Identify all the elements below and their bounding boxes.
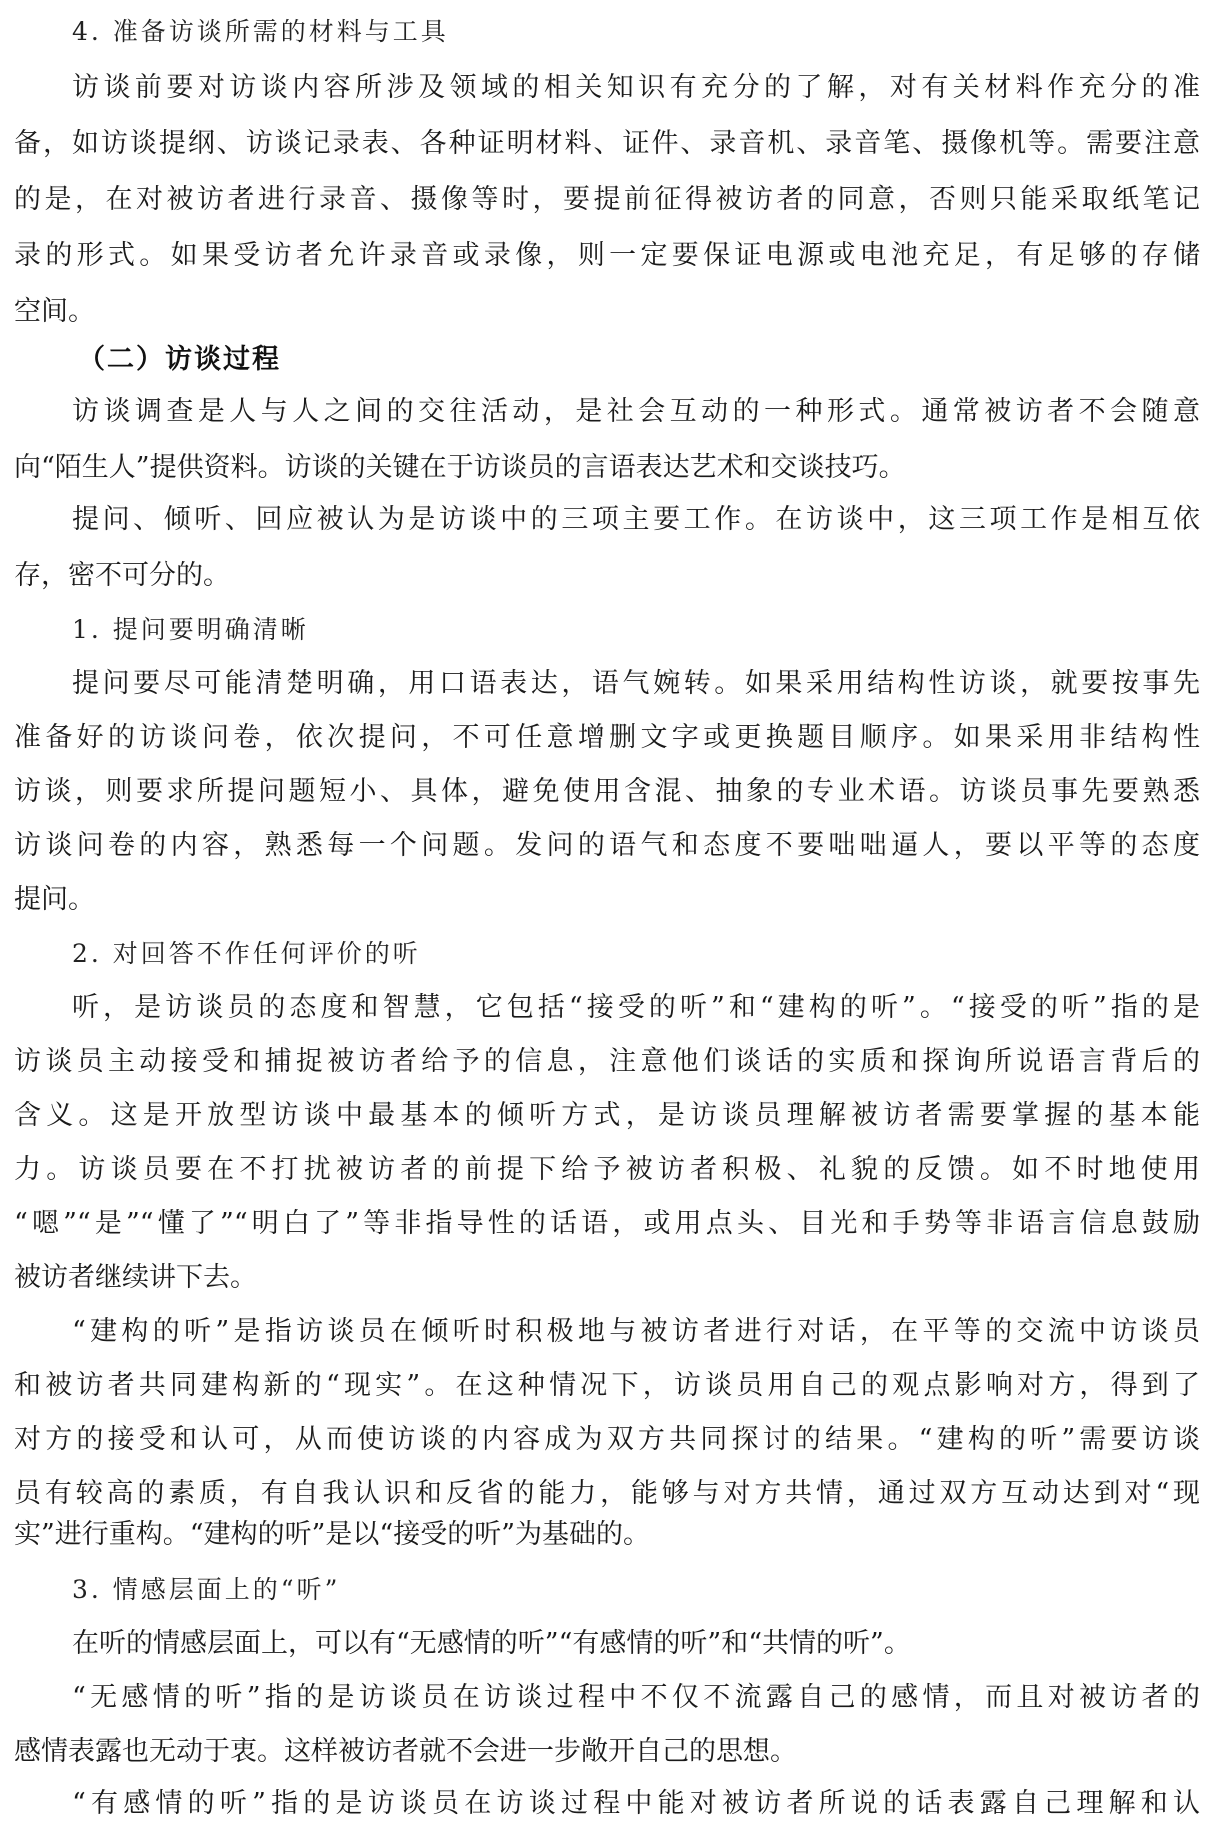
paragraph-line: 听，是访谈员的态度和智慧，它包括“接受的听”和“建构的听”。“接受的听”指的是 bbox=[72, 992, 1200, 1023]
paragraph-line: 在听的情感层面上，可以有“无感情的听”“有感情的听”和“共情的听”。 bbox=[72, 1628, 911, 1659]
paragraph-line: 被访者继续讲下去。 bbox=[14, 1262, 257, 1293]
paragraph-line: 访谈问卷的内容，熟悉每一个问题。发问的语气和态度不要咄咄逼人，要以平等的态度 bbox=[14, 830, 1200, 861]
paragraph-line: 的是，在对被访者进行录音、摄像等时，要提前征得被访者的同意，否则只能采取纸笔记 bbox=[14, 184, 1200, 215]
paragraph-line: 实”进行重构。“建构的听”是以“接受的听”为基础的。 bbox=[14, 1519, 651, 1550]
paragraph-line: “有感情的听”指的是访谈员在访谈过程中能对被访者所说的话表露自己理解和认 bbox=[72, 1788, 1200, 1819]
paragraph-line: 访谈前要对访谈内容所涉及领域的相关知识有充分的了解，对有关材料作充分的准 bbox=[72, 72, 1200, 103]
paragraph-line: 对方的接受和认可，从而使访谈的内容成为双方共同探讨的结果。“建构的听”需要访谈 bbox=[14, 1424, 1200, 1455]
subsection-heading-3-emotional-listening: 3. 情感层面上的“听” bbox=[72, 1575, 341, 1604]
subsection-heading-4-materials: 4. 准备访谈所需的材料与工具 bbox=[72, 17, 449, 46]
paragraph-line: “建构的听”是指访谈员在倾听时积极地与被访者进行对话，在平等的交流中访谈员 bbox=[72, 1316, 1200, 1347]
paragraph-line: 提问。 bbox=[14, 884, 95, 915]
paragraph-line: 含义。这是开放型访谈中最基本的倾听方式，是访谈员理解被访者需要掌握的基本能 bbox=[14, 1100, 1200, 1131]
paragraph-line: 存，密不可分的。 bbox=[14, 560, 230, 591]
paragraph-line: 提问要尽可能清楚明确，用口语表达，语气婉转。如果采用结构性访谈，就要按事先 bbox=[72, 668, 1200, 699]
paragraph-line: “嗯”“是”“懂了”“明白了”等非指导性的话语，或用点头、目光和手势等非语言信息鼓励 bbox=[14, 1208, 1200, 1239]
paragraph-line: 空间。 bbox=[14, 296, 95, 327]
paragraph-line: 录的形式。如果受访者允许录音或录像，则一定要保证电源或电池充足，有足够的存储 bbox=[14, 240, 1200, 271]
paragraph-line: 感情表露也无动于衷。这样被访者就不会进一步敞开自己的思想。 bbox=[14, 1736, 797, 1767]
paragraph-line: 准备好的访谈问卷，依次提问，不可任意增删文字或更换题目顺序。如果采用非结构性 bbox=[14, 722, 1200, 753]
subsection-heading-2-listening: 2. 对回答不作任何评价的听 bbox=[72, 939, 421, 968]
paragraph-line: 访谈，则要求所提问题短小、具体，避免使用含混、抽象的专业术语。访谈员事先要熟悉 bbox=[14, 776, 1200, 807]
paragraph-line: 访谈员主动接受和捕捉被访者给予的信息，注意他们谈话的实质和探询所说语言背后的 bbox=[14, 1046, 1200, 1077]
section-heading-interview-process: （二）访谈过程 bbox=[78, 344, 281, 375]
paragraph-line: 向“陌生人”提供资料。访谈的关键在于访谈员的言语表达艺术和交谈技巧。 bbox=[14, 452, 906, 483]
paragraph-line: 和被访者共同建构新的“现实”。在这种情况下，访谈员用自己的观点影响对方，得到了 bbox=[14, 1370, 1200, 1401]
subsection-heading-1-questions: 1. 提问要明确清晰 bbox=[72, 615, 309, 644]
paragraph-line: 员有较高的素质，有自我认识和反省的能力，能够与对方共情，通过双方互动达到对“现 bbox=[14, 1478, 1200, 1509]
paragraph-line: “无感情的听”指的是访谈员在访谈过程中不仅不流露自己的感情，而且对被访者的 bbox=[72, 1682, 1200, 1713]
paragraph-line: 提问、倾听、回应被认为是访谈中的三项主要工作。在访谈中，这三项工作是相互依 bbox=[72, 504, 1200, 535]
paragraph-line: 力。访谈员要在不打扰被访者的前提下给予被访者积极、礼貌的反馈。如不时地使用 bbox=[14, 1154, 1200, 1185]
paragraph-line: 备，如访谈提纲、访谈记录表、各种证明材料、证件、录音机、录音笔、摄像机等。需要注意 bbox=[14, 128, 1200, 159]
paragraph-line: 访谈调查是人与人之间的交往活动，是社会互动的一种形式。通常被访者不会随意 bbox=[72, 396, 1200, 427]
